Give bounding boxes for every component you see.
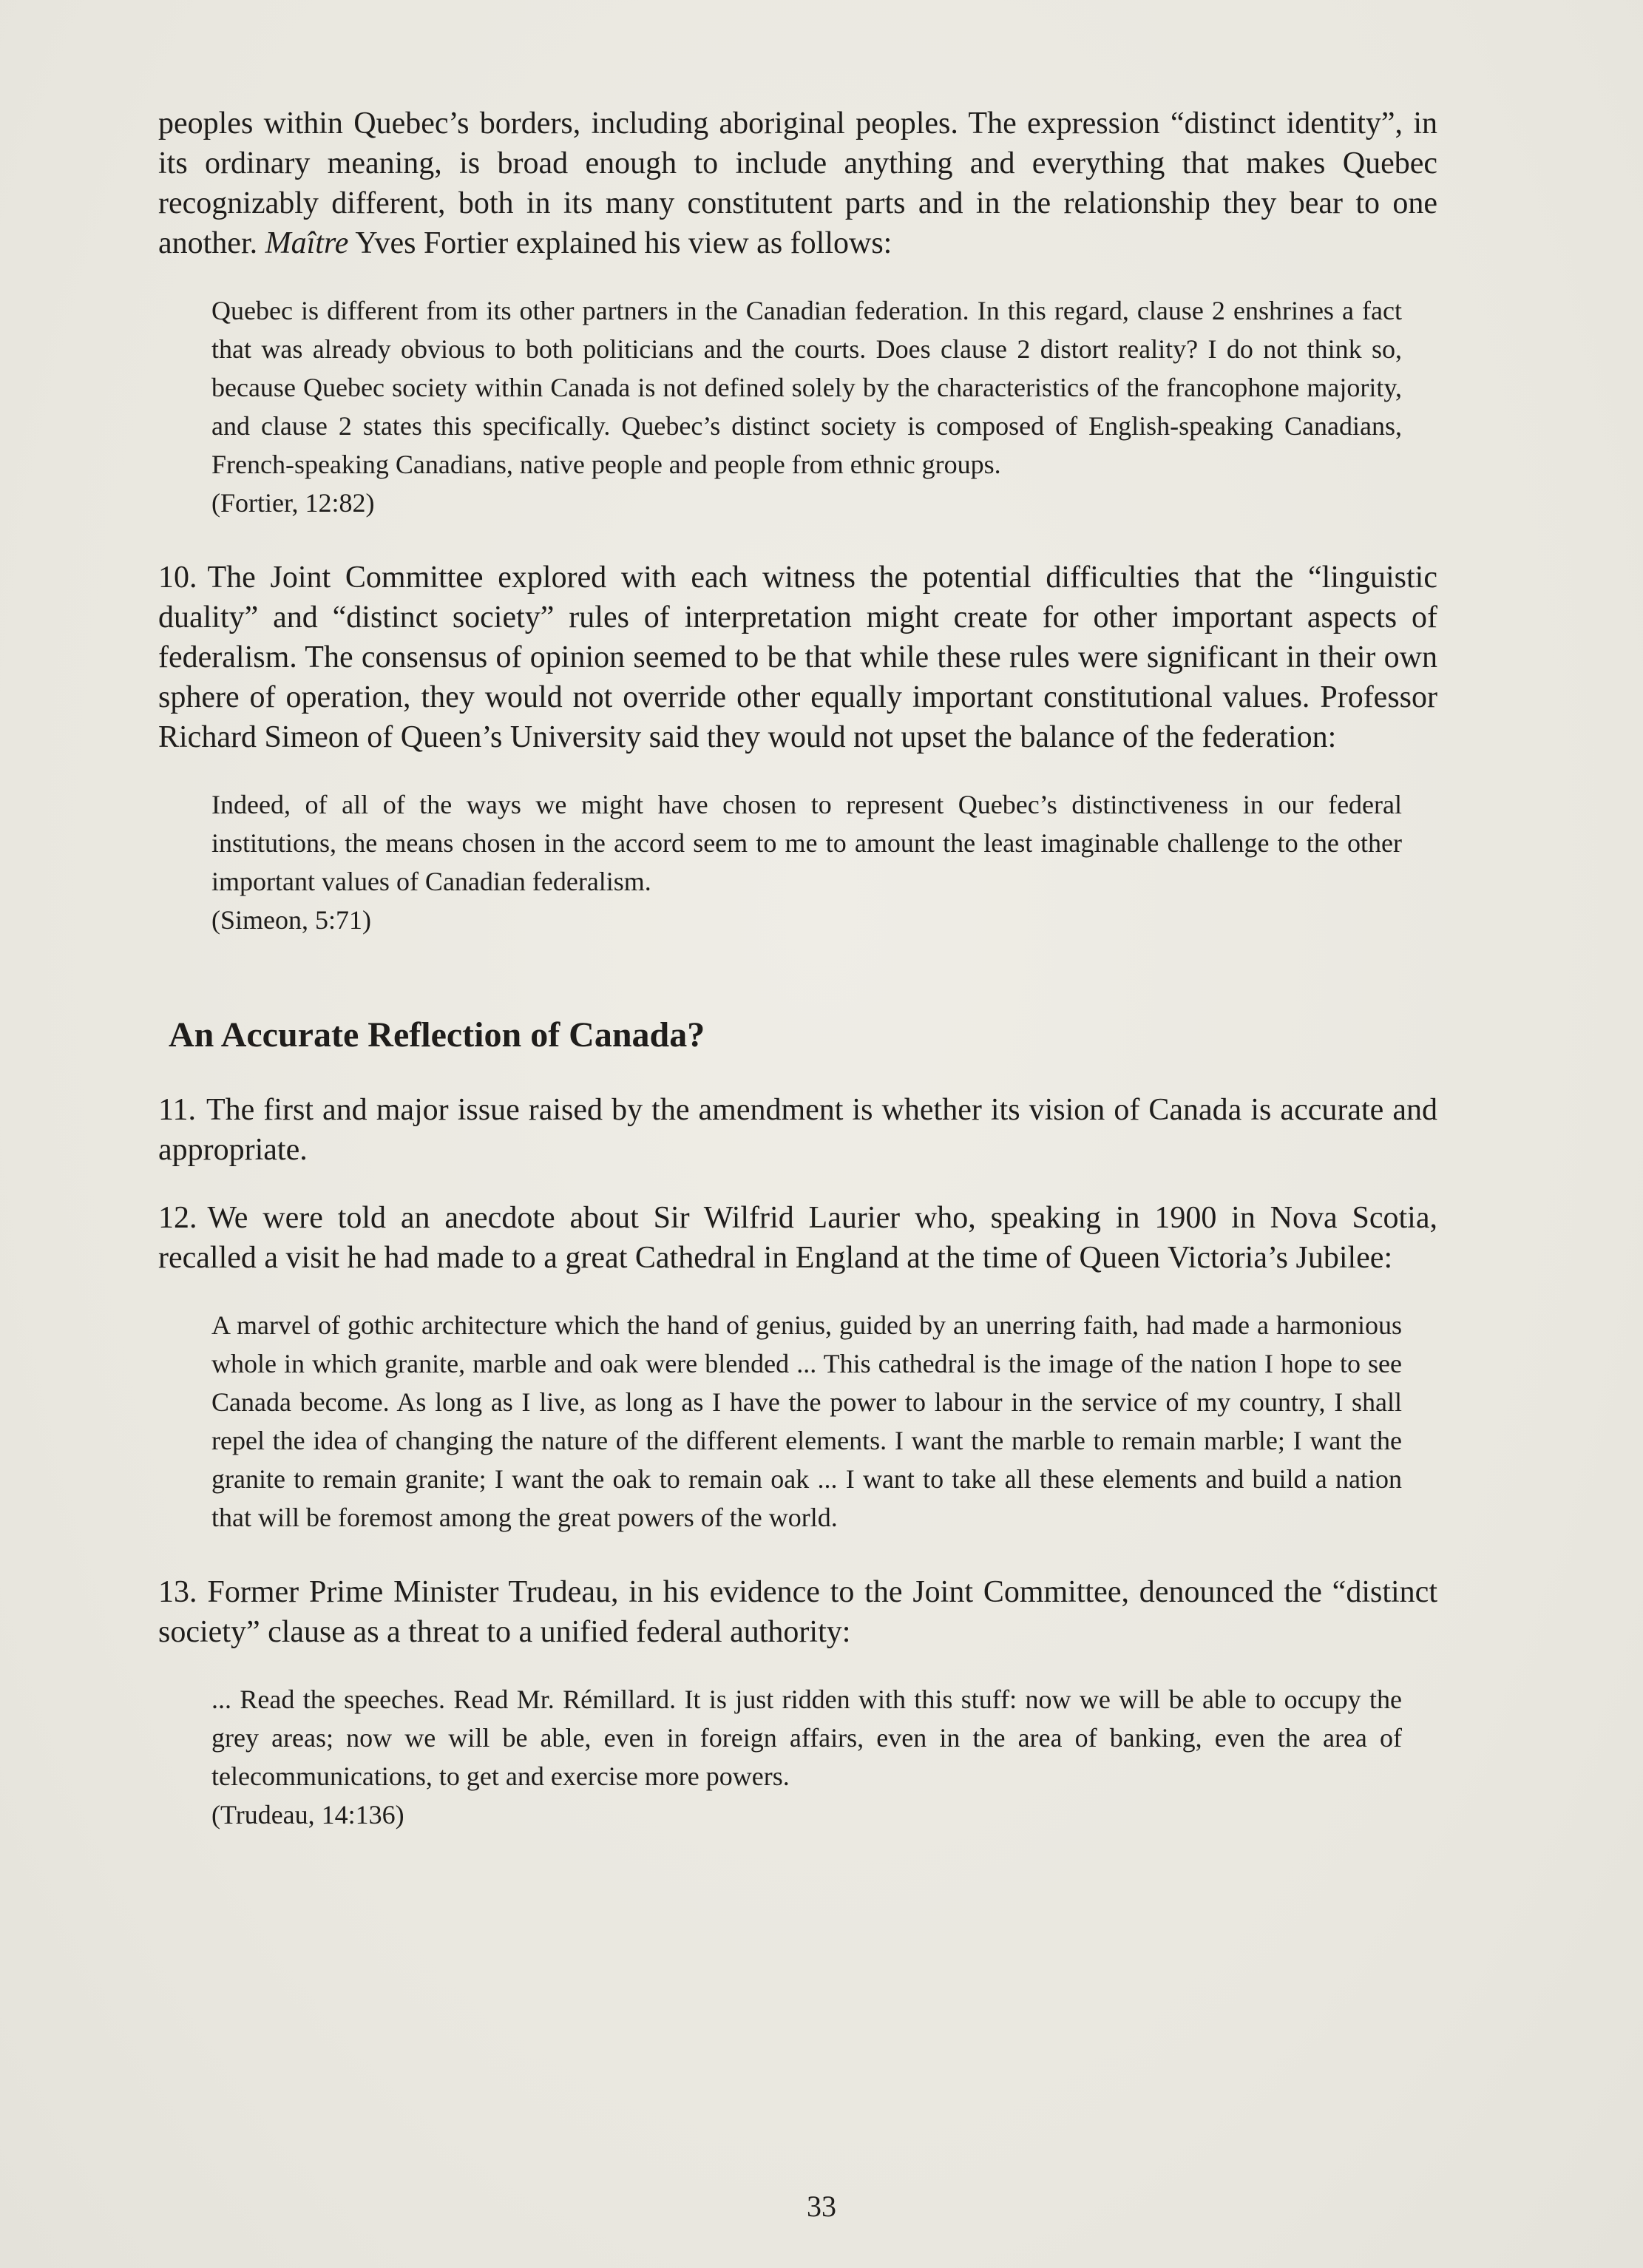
paragraph-text: Yves Fortier explained his view as follows: xyxy=(348,226,892,260)
page-number: 33 xyxy=(807,2190,836,2223)
paragraph-text: peoples within Quebec’s borders, including aboriginal peoples. The expression “distinct identity”, in its ordinary meaning, is broad enough to include anything and everything that makes Quebec recognizably different, both in its many constitutent parts and in the relationship they bear to one another. xyxy=(158,106,1437,260)
paragraph-number: 13. xyxy=(158,1575,197,1609)
paragraph-continued xyxy=(158,104,1437,263)
paragraph-10 xyxy=(158,558,1437,757)
quote-text: ... Read the speeches. Read Mr. Rémillard. It is just ridden with this stuff: now we will be able to occupy the grey areas; now we will be able, even in foreign affairs, even in the area of banking, even the area of telecommunications, to get and exercise more powers. xyxy=(211,1685,1402,1791)
paragraph-11 xyxy=(158,1090,1437,1170)
quote-citation: (Trudeau, 14:136) xyxy=(211,1800,404,1829)
quote-text: A marvel of gothic architecture which the hand of genius, guided by an unerring faith, had made a harmonious whole in which granite, marble and oak were blended ... This cathedral is the image of the nation I hope to see Canada become. As long as I live, as long as I have the power to labour in the service of my country, I shall repel the idea of changing the nature of the different elements. I want the marble to remain marble; I want the granite to remain granite; I want the oak to remain oak ... I want to take all these elements and build a nation that will be foremost among the great powers of the world. xyxy=(211,1310,1402,1532)
block-quote-trudeau xyxy=(211,1680,1402,1834)
paragraph-text: The Joint Committee explored with each witness the potential difficulties that the “linguistic duality” and “distinct society” rules of interpretation might create for other important aspects of federalism. The consensus of opinion seemed to be that while these rules were significant in their own sphere of operation, they would not override other equally important constitutional values. Professor Richard Simeon of Queen’s University said they would not upset the balance of the federation: xyxy=(158,561,1437,754)
quote-text: Indeed, of all of the ways we might have chosen to represent Quebec’s distinctiveness in our federal institutions, the means chosen in the accord seem to me to amount the least imaginable challenge to the other important values of Canadian federalism. xyxy=(211,790,1402,896)
block-quote-fortier xyxy=(211,291,1402,522)
page-content xyxy=(158,104,1437,1869)
quote-citation: (Simeon, 5:71) xyxy=(211,905,371,935)
section-heading: An Accurate Reflection of Canada? xyxy=(169,1015,705,1055)
quote-citation: (Fortier, 12:82) xyxy=(211,488,375,518)
block-quote-laurier xyxy=(211,1306,1402,1537)
emphasis-text: Maître xyxy=(265,226,349,260)
paragraph-number: 12. xyxy=(158,1201,197,1235)
paragraph-13 xyxy=(158,1572,1437,1652)
paragraph-12 xyxy=(158,1198,1437,1278)
paragraph-text: Former Prime Minister Trudeau, in his evidence to the Joint Committee, denounced the “distinct society” clause as a threat to a unified federal authority: xyxy=(158,1575,1437,1649)
paragraph-text: The first and major issue raised by the amendment is whether its vision of Canada is accurate and appropriate. xyxy=(158,1093,1437,1167)
paragraph-text: We were told an anecdote about Sir Wilfrid Laurier who, speaking in 1900 in Nova Scotia, recalled a visit he had made to a great Cathedral in England at the time of Queen Victoria’s Jubilee: xyxy=(158,1201,1437,1275)
paragraph-number: 10. xyxy=(158,561,197,595)
paragraph-number: 11. xyxy=(158,1093,196,1127)
block-quote-simeon xyxy=(211,785,1402,939)
quote-text: Quebec is different from its other partners in the Canadian federation. In this regard, clause 2 enshrines a fact that was already obvious to both politicians and the courts. Does clause 2 distort reality? I do not think so, because Quebec society within Canada is not defined solely by the characteristics of the francophone majority, and clause 2 states this specifically. Quebec’s distinct society is composed of English-speaking Canadians, French-speaking Canadians, native people and people from ethnic groups. xyxy=(211,296,1402,479)
